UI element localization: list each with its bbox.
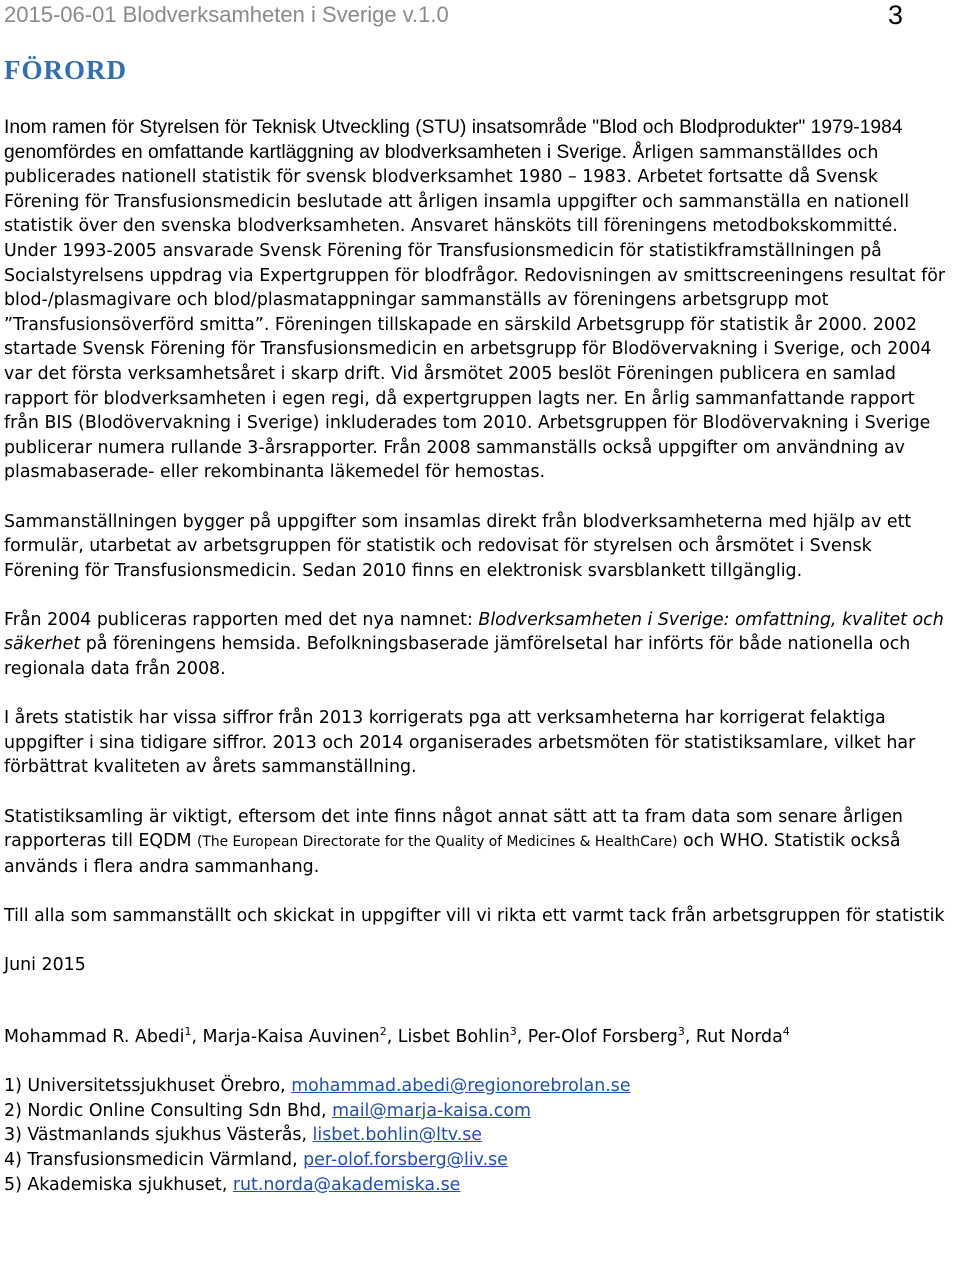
author-name: Marja-Kaisa Auvinen [202,1026,380,1047]
paragraph-compilation: Sammanställningen bygger på uppgifter som insamlas direkt från blodverksamheterna med hjälp av ett formulär, utarbetat av arbetsgruppen för statistik och redovisat för styrelsen och årsmötet i Svensk Förening för Transfusionsmedicin. Sedan 2010 finns en elektronisk svarsblankett tillgänglig. [4,511,912,581]
affiliation-list [4,1074,952,1197]
affiliation-text: 1) Universitetssjukhuset Örebro, [4,1076,292,1097]
author-name: Per-Olof Forsberg [527,1026,678,1047]
affiliation-text: 2) Nordic Online Consulting Sdn Bhd, [4,1100,333,1121]
author-list: Mohammad R. Abedi$^1$, Marja-Kaisa Auvinen$^2$, Lisbet Bohlin$^3$, Per-Olof Forsberg$^3$, Rut Norda$^4$ [4,1025,790,1047]
running-header: 2015-06-01 Blodverksamheten i Sverige v.1.0 [4,2,449,27]
author-affiliation-number: 2 [379,1025,387,1039]
paragraph-importance-end: och WHO. Statistik också används i flera andra sammanhang. [4,831,901,877]
paragraph-importance [4,805,952,880]
author-affiliation-number: 3 [509,1025,517,1039]
edqm-expansion: (The European Directorate for the Quality of Medicines & HealthCare) [197,834,678,851]
email-link[interactable]: rut.norda@akademiska.se [232,1174,461,1195]
affiliation-text: 5) Akademiska sjukhuset, [4,1174,233,1195]
paragraph-history-body: Årligen sammanställdes och publicerades nationell statistik för svensk blodverksamhet 1980 – 1983. Arbetet fortsatte då Svensk Förening för Transfusionsmedicin beslutade att årligen insamla uppgifter och sammanställa en nationell statistik över den svenska blodverksamheten. Ansvaret hänsköts till föreningens metodbokskommitté. Under 1993-2005 ansvarade Svensk Förening för Transfusionsmedicin för statistikframställningen på Socialstyrelsens uppdrag via Expertgruppen för blodfrågor. Redovisningen av smittscreeningens resultat för blod-/plasmagivare och blod/plasmatappningar sammanställs av föreningens arbetsgrupp mot ”Transfusionsöverförd smitta”. Föreningen tillskapade en särskild Arbetsgrupp för statistik år 2000. 2002 startade Svensk Förening för Transfusionsmedicin en arbetsgrupp för Blodövervakning i Sverige, och 2004 var det första verksamhetsåret i skarp drift. Vid årsmötet 2005 beslöt Föreningen publicera en samlad rapport för blodverksamheten i egen regi, då expertgruppen lagts ner. En årlig sammanfattande rapport från BIS (Blodövervakning i Sverige) inkluderades tom 2010. Arbetsgruppen för Blodövervakning i Sverige publicerar numera rullande 3-årsrapporter. Från 2008 sammanställs också uppgifter om användning av plasmabaserade- eller rekombinanta läkemedel för hemostas. [4,142,946,483]
affiliation-text: 3) Västmanlands sjukhus Västerås, [4,1125,313,1146]
email-link[interactable]: lisbet.bohlin@ltv.se [312,1125,483,1146]
paragraph-history [4,116,952,485]
paragraph-report-name-end: på föreningens hemsida. Befolkningsbaserade jämförelsetal har införts för både nationella och regionala data från 2008. [4,634,911,680]
page-title: FÖRORD [4,55,127,85]
report-title: Blodverksamheten i Sverige: omfattning, kvalitet och säkerhet [4,609,944,655]
author-name: Mohammad R. Abedi [4,1026,185,1047]
author-affiliation-number: 1 [184,1025,192,1039]
paragraph-corrections: I årets statistik har vissa siffror från 2013 korrigerats pga att verksamheterna har korrigerat felaktiga uppgifter i sina tidigare siffror. 2013 och 2014 organiserades arbetsmöten för statistiksamlare, vilket har förbättrat kvaliteten av årets sammanställning. [4,708,916,778]
affiliation-item [4,1148,952,1173]
author-affiliation-number: 3 [677,1025,685,1039]
affiliation-item [4,1123,952,1148]
paragraph-thanks: Till alla som sammanställt och skickat in uppgifter vill vi rikta ett varmt tack från arbetsgruppen för statistik [4,906,945,926]
author-name: Lisbet Bohlin [397,1026,510,1047]
page-number: 3 [888,0,904,30]
affiliation-item [4,1099,952,1124]
email-link[interactable]: mail@marja-kaisa.com [332,1100,531,1121]
date-line: Juni 2015 [4,955,86,976]
affiliation-item [4,1074,952,1099]
document-body [4,116,952,1197]
paragraph-report-name [4,608,952,682]
email-link[interactable]: per-olof.forsberg@liv.se [303,1149,508,1170]
paragraph-importance-start: Statistiksamling är viktigt, eftersom det inte finns något annat sätt att ta fram data som senare årligen rapporteras till EQDM [4,806,903,852]
email-link[interactable]: mohammad.abedi@regionorebrolan.se [291,1076,631,1097]
paragraph-report-name-start: Från 2004 publiceras rapporten med det nya namnet: [4,609,479,630]
author-name: Rut Norda [695,1026,783,1047]
affiliation-item [4,1173,952,1198]
paragraph-history-opening: Inom ramen för Styrelsen för Teknisk Utveckling (STU) insatsområde "Blod och Blodprodukter" 1979-1984 genomfördes en omfattande kartläggning av blodverksamheten i Sverige. [4,117,903,163]
author-affiliation-number: 4 [782,1025,790,1039]
affiliation-text: 4) Transfusionsmedicin Värmland, [4,1149,304,1170]
